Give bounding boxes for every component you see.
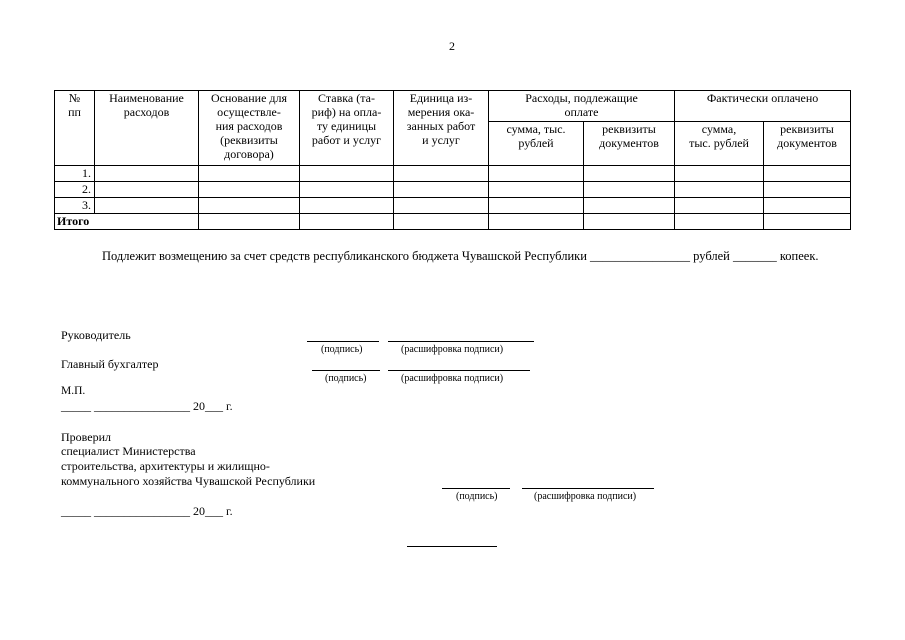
row-number: 3.	[55, 198, 95, 214]
reimbursement-paragraph: Подлежит возмещению за счет средств республиканского бюджета Чувашской Республики ________________ рублей _______ копеек.	[102, 249, 819, 263]
row-number: 1.	[55, 166, 95, 182]
checked-line-4: коммунального хозяйства Чувашской Республики	[61, 474, 316, 488]
header-paid-docs: реквизиты документов	[764, 122, 851, 166]
checked-decoding-caption: (расшифровка подписи)	[534, 491, 637, 502]
head-signature-caption: (подпись)	[321, 344, 363, 355]
checked-line-1: Проверил	[61, 430, 111, 444]
row-number: 2.	[55, 182, 95, 198]
header-expenses-group: Расходы, подлежащие оплате	[489, 91, 675, 122]
header-basis: Основание для осуществле- ния расходов (реквизиты договора)	[199, 91, 300, 166]
head-decoding-caption: (расшифровка подписи)	[401, 344, 504, 355]
head-signature-line	[307, 341, 379, 342]
table-row	[55, 198, 851, 214]
table-total-row	[55, 214, 851, 230]
head-decoding-line	[388, 341, 534, 342]
checked-line-2: специалист Министерства	[61, 444, 196, 458]
header-rate: Ставка (та- риф) на опла- ту единицы работ и услуг	[300, 91, 394, 166]
header-unit: Единица из- мерения ока- занных работ и услуг	[394, 91, 489, 166]
checked-date-line: _____ ________________ 20___ г.	[61, 504, 233, 518]
table-header-row	[55, 91, 851, 122]
date-line: _____ ________________ 20___ г.	[61, 399, 233, 413]
header-paid-group: Фактически оплачено	[675, 91, 851, 122]
checked-signature-line	[442, 488, 510, 489]
accountant-label: Главный бухгалтер	[61, 357, 159, 371]
header-expenses-docs: реквизиты документов	[584, 122, 675, 166]
header-expenses-sum: сумма, тыс. рублей	[489, 122, 584, 166]
accountant-decoding-line	[388, 370, 530, 371]
page-number: 2	[449, 39, 455, 53]
header-name: Наименование расходов	[95, 91, 199, 166]
stamp-label: М.П.	[61, 385, 86, 397]
head-label: Руководитель	[61, 328, 131, 342]
header-num: № пп	[55, 91, 95, 166]
accountant-signature-line	[312, 370, 380, 371]
table-row	[55, 166, 851, 182]
footer-separator-line	[407, 546, 497, 547]
header-paid-sum: сумма, тыс. рублей	[675, 122, 764, 166]
checked-line-3: строительства, архитектуры и жилищно-	[61, 459, 270, 473]
expenses-table	[54, 90, 851, 230]
total-label: Итого	[55, 214, 199, 230]
checked-decoding-line	[522, 488, 654, 489]
checked-signature-caption: (подпись)	[456, 491, 498, 502]
accountant-signature-caption: (подпись)	[325, 373, 367, 384]
accountant-decoding-caption: (расшифровка подписи)	[401, 373, 504, 384]
table-row	[55, 182, 851, 198]
